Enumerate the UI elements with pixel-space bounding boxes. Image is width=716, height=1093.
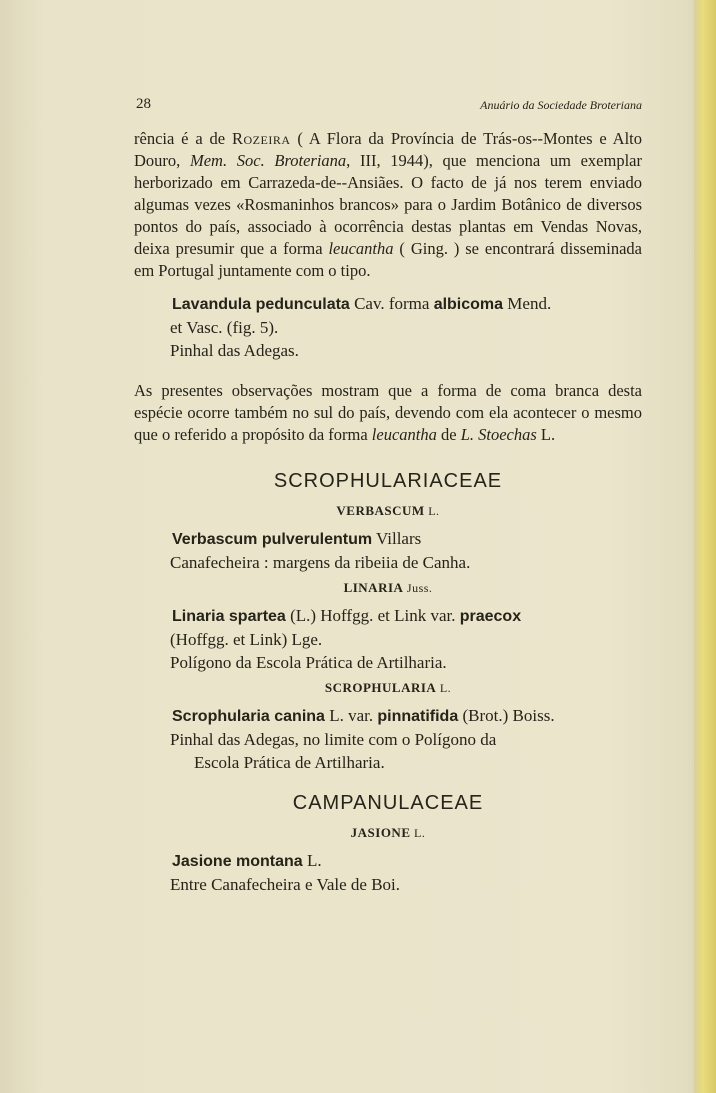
observation-paragraph xyxy=(134,380,642,446)
species-name: Verbascum pulverulentum xyxy=(172,531,373,548)
family-heading-campanulaceae: CAMPANULACEAE xyxy=(292,792,484,814)
species-authority: L. xyxy=(302,851,322,870)
genus-name: JASIONE xyxy=(350,825,411,840)
species-name: Lavandula pedunculata xyxy=(172,296,350,313)
intro-text-3: , III, 1944), que menciona um exemplar herborizado em Carrazeda-de--Ansiães. O facto de já nos terem enviado algumas vezes «Rosmaninhos brancos» para o Jardim Botânico de diversos pontos do país, associado à ocorrência destas plantas em Vendas Novas, deixa presumir que a forma xyxy=(134,151,642,258)
scrophularia-locality-1: Pinhal das Adegas, no limite com o Polígono da xyxy=(170,730,497,749)
verbascum-entry xyxy=(172,527,642,551)
page-header xyxy=(136,96,642,116)
variety-name: pinnatifida xyxy=(377,708,459,725)
intro-forma: leucantha xyxy=(328,239,394,258)
genus-authority: L. xyxy=(410,826,426,840)
obs-species: L. Stoechas xyxy=(460,425,537,444)
genus-heading-scrophularia xyxy=(134,680,642,696)
variety-name: praecox xyxy=(459,608,522,625)
page-number: 28 xyxy=(136,96,151,112)
lavandula-line2: et Vasc. (fig. 5). xyxy=(170,318,279,337)
genus-name: VERBASCUM xyxy=(336,503,425,518)
lavandula-locality: Pinhal das Adegas. xyxy=(170,341,299,360)
linaria-entry xyxy=(172,604,642,628)
genus-name: LINARIA xyxy=(343,580,404,595)
intro-text-2: ( A Flora da Província de Trás-os--Montes e Alto Douro, xyxy=(134,129,642,170)
intro-journal: Mem. Soc. Broteriana xyxy=(189,151,347,170)
genus-heading-jasione xyxy=(134,825,642,841)
species-authority: (L.) Hoffgg. et Link var. xyxy=(285,606,460,625)
jasione-entry xyxy=(172,849,642,873)
species-name: Scrophularia canina xyxy=(172,708,325,725)
page-content xyxy=(134,128,642,896)
genus-authority: Juss. xyxy=(403,581,433,595)
species-authority: L. var. xyxy=(324,706,378,725)
linaria-line2: (Hoffgg. et Link) Lge. xyxy=(170,630,323,649)
verbascum-locality: Canafecheira : margens da ribeiia de Canha. xyxy=(170,553,471,572)
intro-paragraph xyxy=(134,128,642,282)
family-heading-scrophulariaceae: SCROPHULARIACEAE xyxy=(273,470,503,492)
species-authority: Cav. forma xyxy=(349,294,434,313)
scrophularia-entry xyxy=(172,704,642,728)
scrophularia-locality-2: Escola Prática de Artilharia. xyxy=(194,753,385,772)
obs-forma: leucantha xyxy=(371,425,437,444)
running-title: Anuário da Sociedade Broteriana xyxy=(480,98,642,112)
lavandula-entry xyxy=(172,292,642,316)
obs-text-3: L. xyxy=(536,425,556,444)
intro-text-4: ( Ging. ) se encontrará disseminada em Portugal juntamente com o tipo. xyxy=(134,239,642,280)
species-name: Jasione montana xyxy=(172,853,303,870)
genus-heading-verbascum xyxy=(134,503,642,519)
linaria-locality: Polígono da Escola Prática de Artilharia. xyxy=(170,653,447,672)
intro-author: Rozeira xyxy=(232,129,291,148)
genus-name: SCROPHULARIA xyxy=(324,680,437,695)
obs-text-2: de xyxy=(436,425,461,444)
form-authority: Mend. xyxy=(503,294,552,313)
species-name: Linaria spartea xyxy=(172,608,286,625)
variety-authority: (Brot.) Boiss. xyxy=(458,706,555,725)
form-name: albicoma xyxy=(433,296,504,313)
jasione-locality: Entre Canafecheira e Vale de Boi. xyxy=(170,875,401,894)
species-authority: Villars xyxy=(372,529,422,548)
genus-heading-linaria xyxy=(134,580,642,596)
genus-authority: L. xyxy=(424,504,440,518)
genus-authority: L. xyxy=(436,681,452,695)
obs-text-1: As presentes observações mostram que a forma de coma branca desta espécie ocorre também no sul do país, devendo com ela acontecer o mesmo que o referido a propósito da forma xyxy=(134,381,642,444)
book-spine-edge xyxy=(694,0,716,1093)
intro-text-1: rência é a de xyxy=(134,129,233,148)
